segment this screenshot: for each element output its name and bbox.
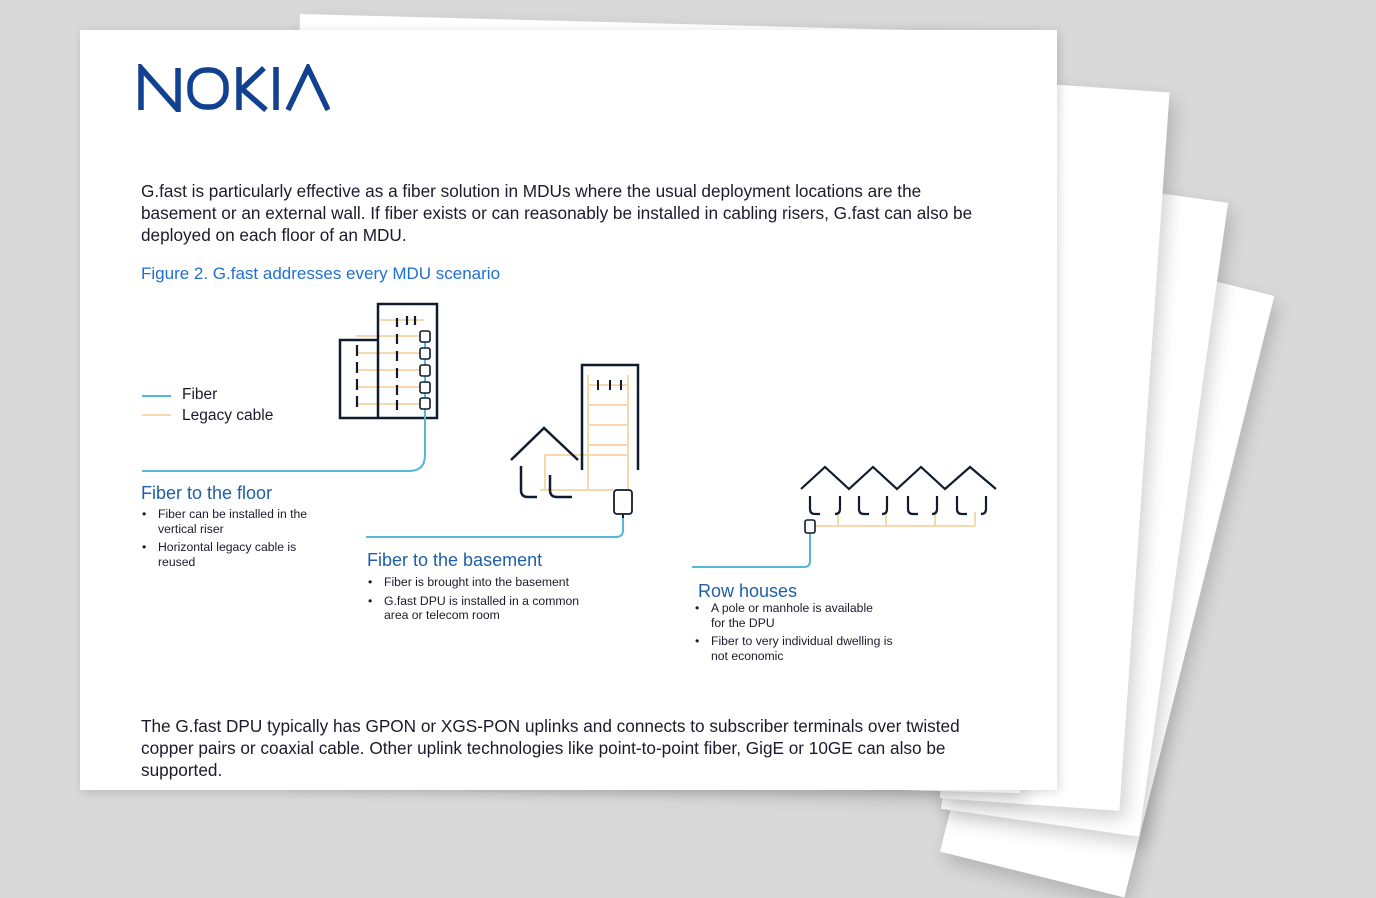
list-item: • Fiber can be installed in the vertical riser bbox=[141, 507, 308, 536]
figure-caption: Figure 2. G.fast addresses every MDU scenario bbox=[141, 264, 501, 283]
row-houses-illustration bbox=[692, 467, 996, 567]
list-item: • A pole or manhole is available for the DPU bbox=[694, 601, 886, 630]
fiber-to-basement-illustration bbox=[366, 365, 638, 537]
scenario-title: Row houses bbox=[698, 581, 798, 601]
list-item: • G.fast DPU is installed in a common area or telecom room bbox=[367, 594, 584, 623]
list-item: • Fiber is brought into the basement bbox=[367, 575, 594, 590]
scenario-title: Fiber to the basement bbox=[367, 550, 543, 570]
legend-legacy-label: Legacy cable bbox=[182, 407, 274, 424]
intro-paragraph: G.fast is particularly effective as a fiber solution in MDUs where the usual deployment locations are the basement or an external wall. If fiber exists or can reasonably be installed in cabling risers, G.fast can also be deployed on each floor of an MDU. bbox=[141, 181, 973, 245]
outro-paragraph: The G.fast DPU typically has GPON or XGS-PON uplinks and connects to subscriber terminals over twisted copper pairs or coaxial cable. Other uplink technologies like point-to-point fiber, GigE or 10GE can also be supported. bbox=[141, 716, 960, 780]
scenario-title: Fiber to the floor bbox=[141, 483, 273, 503]
scenario-bullets bbox=[694, 601, 896, 667]
scenario-bullets bbox=[367, 575, 594, 627]
legend-fiber-label: Fiber bbox=[182, 386, 218, 403]
list-item: • Horizontal legacy cable is reused bbox=[141, 540, 308, 569]
scenario-bullets bbox=[141, 507, 308, 573]
list-item: • Fiber to very individual dwelling is not economic bbox=[694, 634, 896, 663]
